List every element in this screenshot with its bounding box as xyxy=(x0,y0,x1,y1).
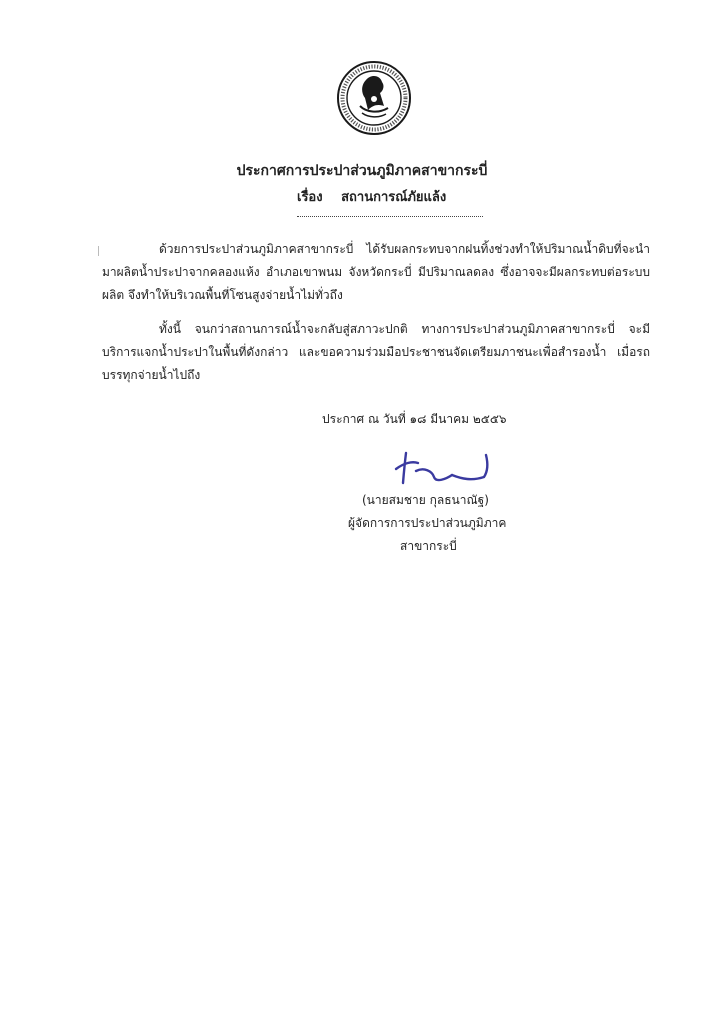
signer-position: ผู้จัดการการประปาส่วนภูมิภาค xyxy=(348,516,507,530)
signer-branch: สาขากระบี่ xyxy=(400,539,457,553)
paragraph-1-text: ด้วยการประปาส่วนภูมิภาคสาขากระบี่ ได้รับผลกระทบจากฝนทิ้งช่วงทำให้ปริมาณน้ำดิบที่จะนำมาผลิตน้ำประปาจากคลองแห้ง อำเภอเขาพนม จังหวัดกระบี่ มีปริมาณลดลง ซึ่งอาจจะมีผลกระทบต่อระบบผลิต จึงทำให้บริเวณพื้นที่โซนสูงจ่ายน้ำไม่ทั่วถึง xyxy=(102,242,650,302)
signer-name: (นายสมชาย กุลธนาณัฐ) xyxy=(362,493,489,507)
announcement-date: ประกาศ ณ วันที่ ๑๘ มีนาคม ๒๕๕๖ xyxy=(322,412,507,426)
subject-value: สถานการณ์ภัยแล้ง xyxy=(341,190,447,205)
announcement-title: ประกาศการประปาส่วนภูมิภาคสาขากระบี่ xyxy=(236,163,488,179)
signature-icon xyxy=(388,449,498,489)
pwa-seal-icon xyxy=(336,60,412,136)
paragraph-2-text: ทั้งนี้ จนกว่าสถานการณ์น้ำจะกลับสู่สภาวะปกติ ทางการประปาส่วนภูมิภาคสาขากระบี่ จะมีบริการแจกน้ำประปาในพื้นที่ดังกล่าว และขอความร่วมมือประชาชนจัดเตรียมภาชนะเพื่อสำรองน้ำ เมื่อรถบรรทุกจ่ายน้ำไปถึง xyxy=(102,322,650,382)
subject-label: เรื่อง xyxy=(297,190,323,205)
subject-line xyxy=(297,186,446,207)
paragraph-2 xyxy=(102,318,650,387)
margin-mark xyxy=(98,246,99,256)
dotted-separator xyxy=(297,216,483,217)
paragraph-1 xyxy=(102,238,650,307)
